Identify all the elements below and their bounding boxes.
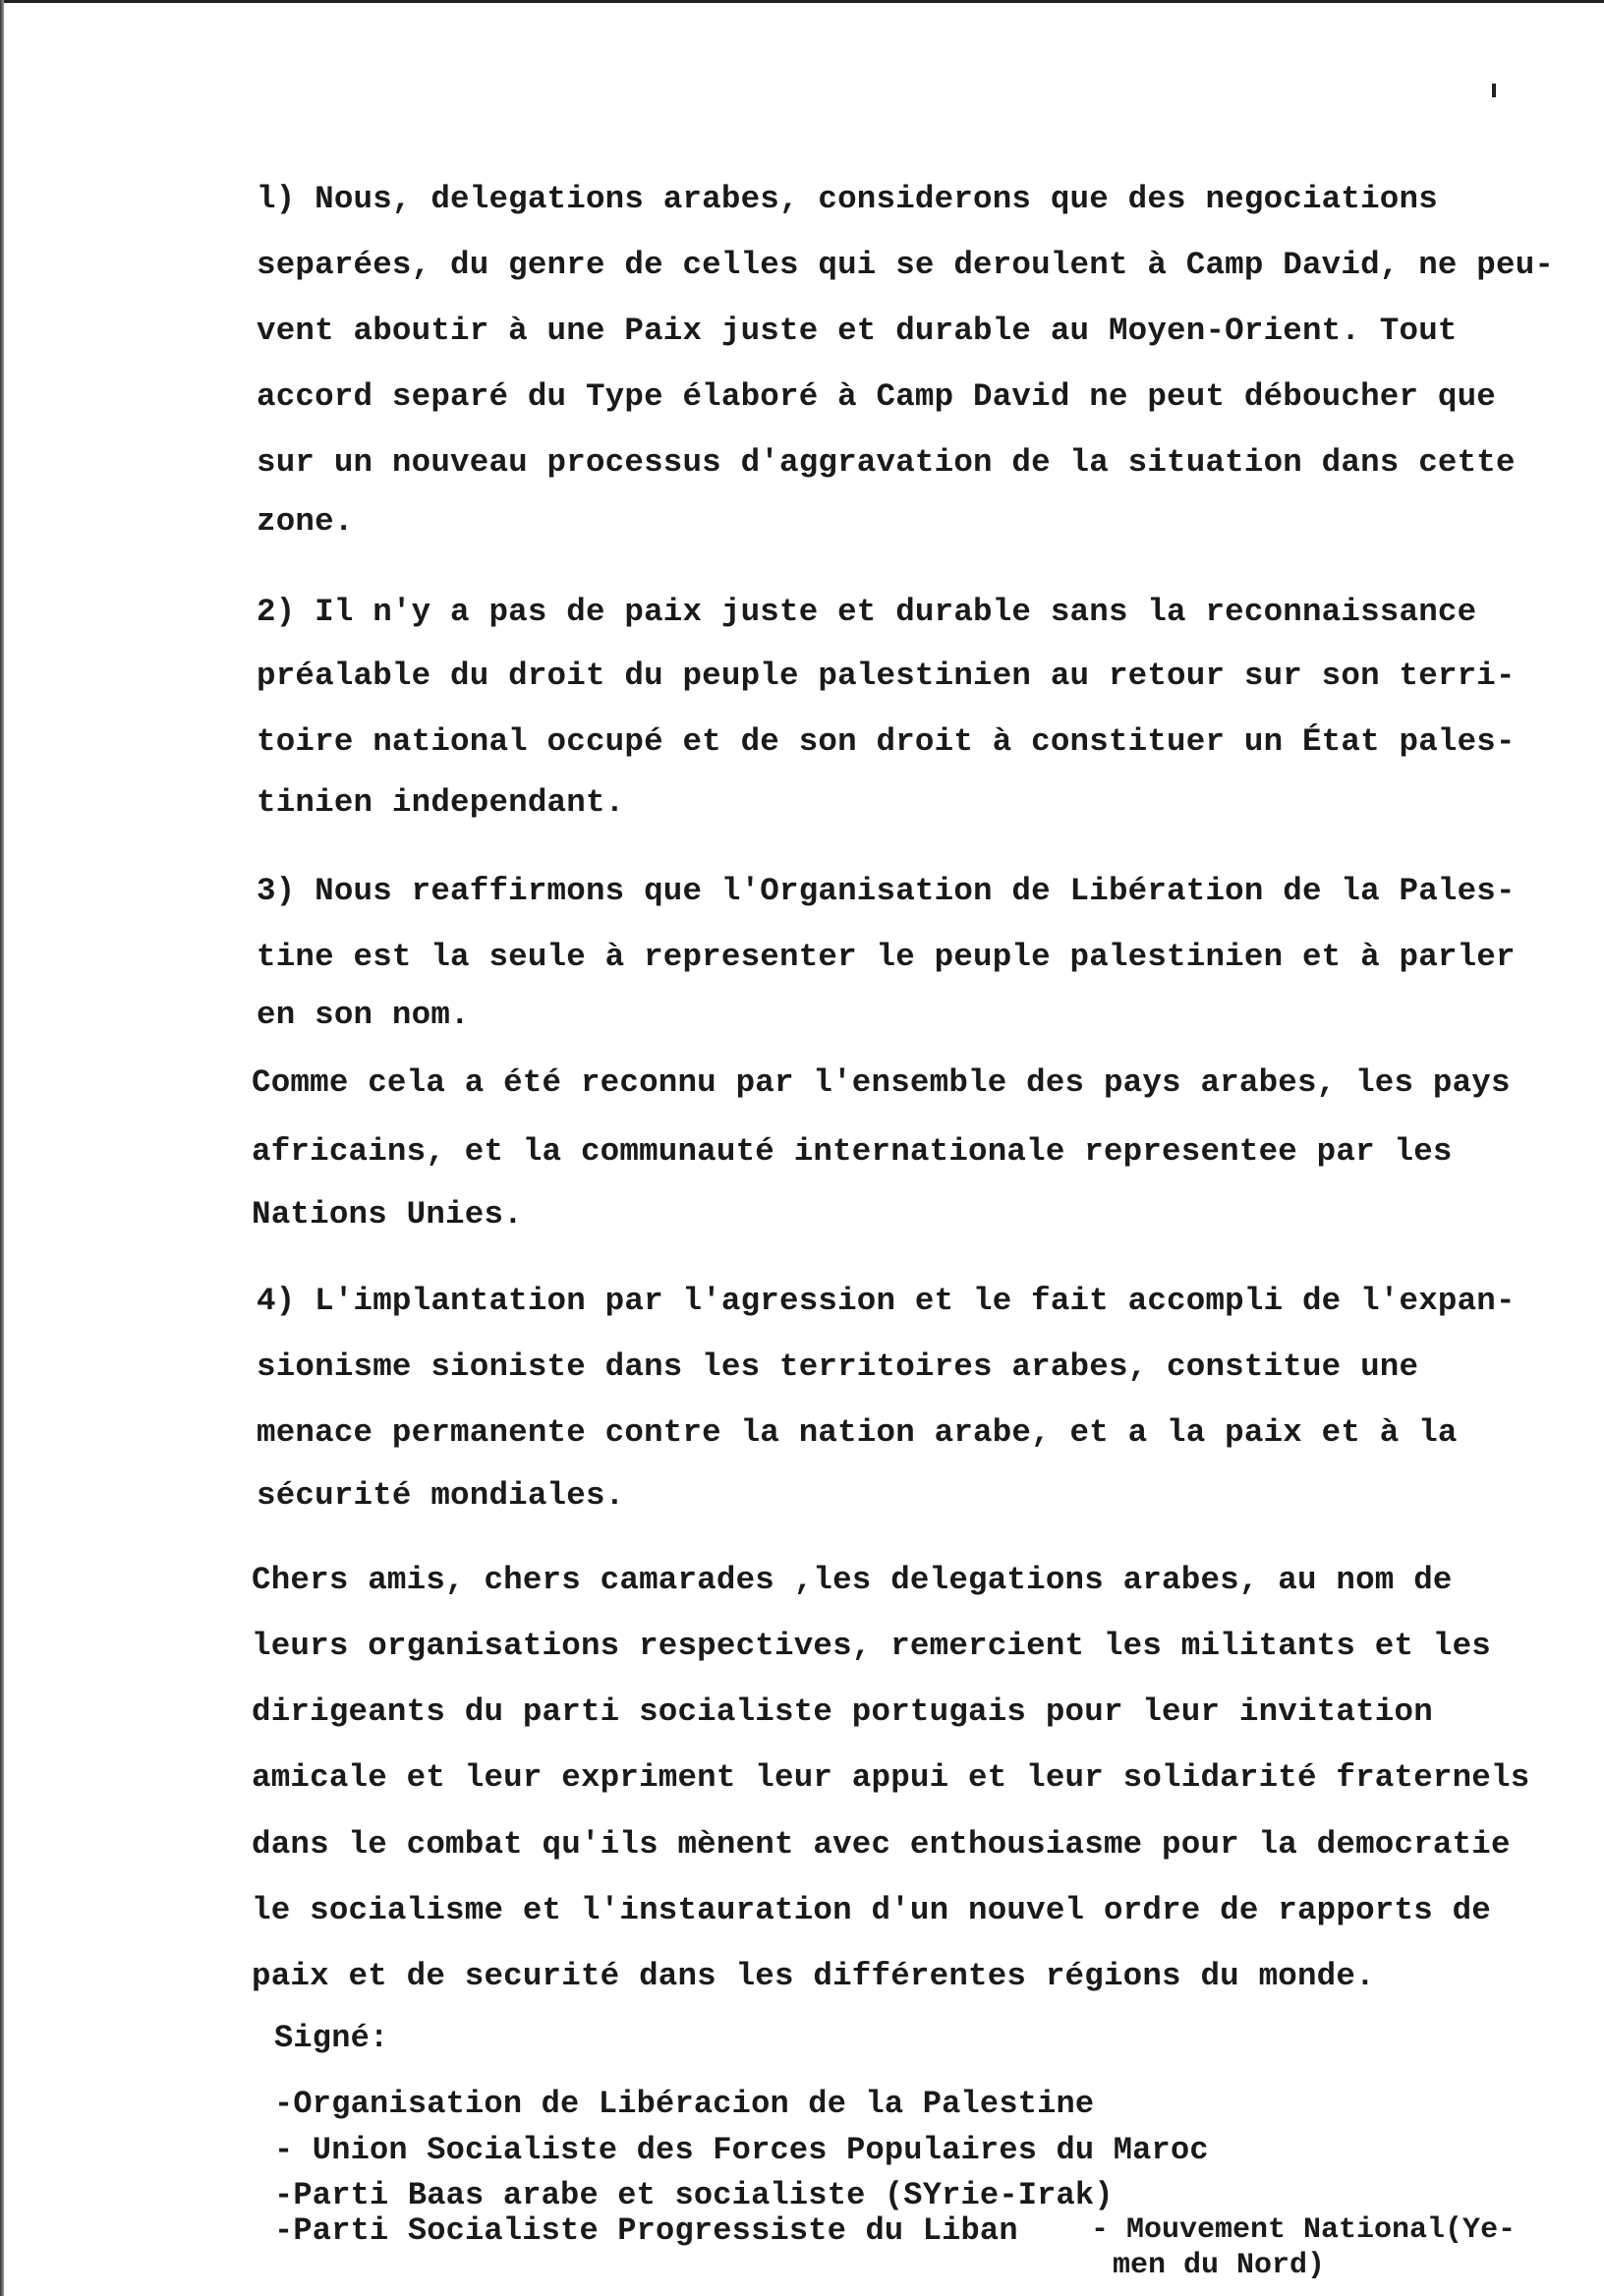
signatory: -Parti Baas arabe et socialiste (SYrie-Irak)	[274, 2177, 1114, 2213]
text-line: tine est la seule à representer le peuple palestinien et à parler	[257, 939, 1516, 975]
text-line: separées, du genre de celles qui se deroulent à Camp David, ne peu-	[257, 247, 1555, 283]
signatory: -Organisation de Libéracion de la Palestine	[274, 2086, 1095, 2122]
signatory: - Union Socialiste des Forces Populaires du Maroc	[274, 2132, 1209, 2168]
text-line: le socialisme et l'instauration d'un nouvel ordre de rapports de	[252, 1892, 1492, 1928]
text-line: vent aboutir à une Paix juste et durable au Moyen-Orient. Tout	[257, 313, 1458, 349]
text-line: 3) Nous reaffirmons que l'Organisation de Libération de la Pales-	[257, 873, 1516, 909]
text-line: Comme cela a été reconnu par l'ensemble des pays arabes, les pays	[252, 1064, 1511, 1101]
text-line: 4) L'implantation par l'agression et le fait accompli de l'expan-	[257, 1283, 1516, 1319]
scan-speck	[1492, 84, 1496, 97]
text-line: africains, et la communauté internationale representee par les	[252, 1133, 1453, 1170]
signatory-extra-continued: men du Nord)	[1113, 2249, 1326, 2282]
text-line: Nations Unies.	[252, 1196, 523, 1233]
text-line: menace permanente contre la nation arabe, et a la paix et à la	[257, 1414, 1458, 1451]
signatory: -Parti Socialiste Progressiste du Liban	[274, 2212, 1018, 2249]
text-line: toire national occupé et de son droit à constituer un État pales-	[257, 723, 1516, 760]
text-line: dirigeants du parti socialiste portugais pour leur invitation	[252, 1693, 1433, 1730]
text-line: paix et de securité dans les différentes régions du monde.	[252, 1958, 1375, 1994]
text-line: tinien independant.	[257, 784, 625, 821]
text-line: sur un nouveau processus d'aggravation de la situation dans cette	[257, 444, 1516, 481]
text-line: l) Nous, delegations arabes, considerons que des negociations	[257, 181, 1438, 217]
text-line: amicale et leur expriment leur appui et leur solidarité fraternels	[252, 1759, 1530, 1796]
text-line: zone.	[257, 503, 354, 540]
text-line: sionisme sioniste dans les territoires arabes, constitue une	[257, 1349, 1419, 1385]
text-line: préalable du droit du peuple palestinien au retour sur son terri-	[257, 658, 1516, 694]
text-line: accord separé du Type élaboré à Camp David ne peut déboucher que	[257, 378, 1497, 415]
signature-label: Signé:	[274, 2020, 389, 2056]
text-line: sécurité mondiales.	[257, 1477, 625, 1514]
text-line: en son nom.	[257, 997, 470, 1033]
scan-border-left	[0, 0, 4, 2296]
text-line: Chers amis, chers camarades ,les delegations arabes, au nom de	[252, 1562, 1453, 1598]
text-line: leurs organisations respectives, remercient les militants et les	[252, 1628, 1492, 1664]
text-line: dans le combat qu'ils mènent avec enthousiasme pour la democratie	[252, 1826, 1511, 1863]
signatory-extra: - Mouvement National(Ye-	[1091, 2213, 1517, 2247]
scan-border-top	[0, 0, 1604, 3]
text-line: 2) Il n'y a pas de paix juste et durable sans la reconnaissance	[257, 594, 1477, 630]
